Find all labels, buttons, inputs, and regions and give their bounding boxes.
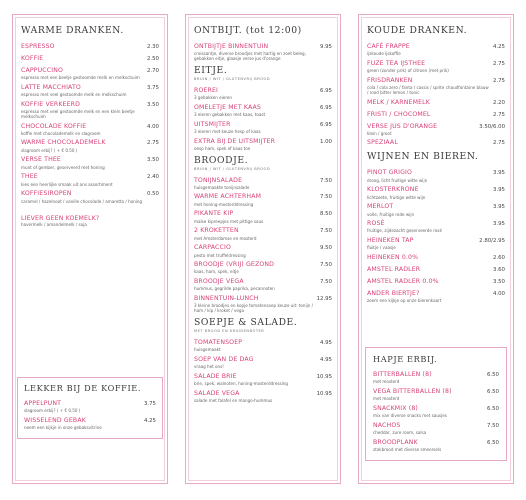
item-price: 6.95 — [319, 87, 332, 94]
menu-item — [367, 77, 505, 95]
item-name: TONIJNSALADE — [194, 176, 243, 184]
menu-item — [21, 43, 159, 51]
item-price: 3.75 — [146, 84, 159, 91]
item-desc: droog, licht fruitige witte wijn — [367, 177, 428, 183]
item-desc: mix van diverse snacks met sausjes — [373, 413, 447, 419]
item-name: BITTERBALLEN (8) — [373, 371, 432, 378]
item-desc: 3 eieren gebakken met kaas, toast — [194, 112, 266, 118]
item-price: 3.95 — [492, 221, 505, 228]
item-price: 8.50 — [319, 211, 332, 218]
item-price: 7.50 — [319, 228, 332, 235]
section-title: EITJE. — [194, 64, 228, 76]
item-name: MERLOT — [367, 203, 394, 211]
menu-item — [194, 390, 332, 403]
item-name: SOEP VAN DE DAG — [194, 355, 254, 363]
menu-item — [194, 210, 332, 223]
menu-item — [367, 43, 505, 56]
item-name: AMSTEL RADLER — [367, 265, 421, 273]
menu-item — [367, 220, 505, 233]
section-title: BROODJE. — [194, 154, 249, 166]
item-desc: espresso met veel gestoomde melk en melkschuim — [21, 92, 127, 98]
item-price: 12.95 — [316, 295, 332, 302]
item-name: ROSÉ — [367, 220, 385, 228]
item-price: 9.95 — [319, 44, 332, 50]
item-name: ESPRESSO — [21, 43, 55, 50]
menu-item — [373, 439, 499, 452]
item-desc: slagroom erbij? ( + € 0.50 ) — [21, 147, 78, 153]
item-price: 7.50 — [319, 278, 332, 285]
item-price: 6.50 — [486, 405, 499, 412]
menu-item — [373, 388, 499, 401]
item-desc: kies een heerlijke smaak uit ons assortiment — [21, 181, 113, 187]
item-price: 10.95 — [316, 373, 332, 380]
item-desc: brie, spek, walnoten, honing-mosterddressing — [194, 381, 288, 386]
item-price: 2.60 — [492, 254, 505, 261]
item-name: SNACKMIX (8) — [373, 404, 418, 412]
item-name: SPEZIAAL — [367, 139, 398, 147]
section-title: ONTBIJT. (tot 12:00) — [194, 25, 302, 36]
item-price: 7.50 — [319, 262, 332, 269]
menu-item — [367, 139, 505, 147]
menu-item — [194, 193, 332, 206]
item-price: 6.50 — [486, 388, 499, 395]
item-price: 0.50 — [146, 191, 159, 198]
item-name: HEINEKEN 0.0% — [367, 253, 419, 261]
menu-item — [21, 190, 159, 203]
item-desc: hummus, gegrilde paprika, pecannoten — [194, 286, 275, 292]
item-name: ANDER BIERTJE? — [367, 289, 420, 297]
item-desc: cheddar, zure room, salsa — [373, 430, 427, 436]
item-price: 2.50 — [146, 55, 159, 62]
menu-item — [367, 169, 505, 182]
item-price: 3.75 — [143, 401, 156, 407]
item-name: BROODJE VEGA — [194, 277, 244, 285]
item-name: KOFFIE VERKEERD — [21, 100, 81, 108]
menu-item — [21, 84, 159, 97]
item-name: LIEVER GEEN KOEMELK? — [21, 215, 100, 223]
item-price: 3.50/6.00 — [479, 123, 505, 130]
item-price: 6.50 — [486, 372, 499, 378]
item-name: FUZE TEA IJSTHEE — [367, 59, 426, 67]
menu-item — [194, 87, 332, 100]
section-title: WIJNEN EN BIEREN. — [367, 151, 479, 163]
menu-item — [194, 261, 332, 274]
menu-item — [367, 60, 505, 73]
item-name: KLOSTERKRONE — [367, 186, 419, 194]
item-name: EXTRA BIJ DE UITSMIJTER — [194, 137, 276, 145]
item-price: 4.25 — [143, 417, 156, 424]
menu-item — [194, 295, 332, 313]
menu-item — [194, 373, 332, 386]
item-name: VEGA BITTERBALLEN (8) — [373, 387, 452, 395]
item-desc: klein / groot — [367, 130, 392, 136]
menu-item — [367, 111, 505, 119]
menu-item — [367, 203, 505, 216]
menu-item — [21, 156, 159, 169]
section-subtitle: MET BROOD EN KRUIDENBOTER — [194, 328, 265, 333]
menu-item — [21, 101, 159, 119]
menu-item — [21, 67, 159, 80]
item-desc: koffie met chocolademelk en slagroom — [21, 130, 101, 136]
item-name: BINNENTUIN-LUNCH — [194, 294, 259, 302]
section-title: KOUDE DRANKEN. — [367, 25, 468, 36]
item-price: 4.00 — [146, 123, 159, 130]
snacks-box — [365, 347, 507, 461]
item-name: VERSE JUS D'ORANGE — [367, 122, 438, 130]
menu-item — [194, 177, 332, 190]
item-price: 2.80/2.95 — [479, 237, 505, 244]
item-name: FRISTI / CHOCOMEL — [367, 110, 431, 118]
item-desc: huisgemaakt — [194, 347, 221, 353]
item-name: KOFFIESIROPEN — [21, 190, 72, 198]
menu-item — [24, 400, 156, 413]
menu-item — [21, 173, 159, 186]
item-name: CARPACCIO — [194, 244, 231, 252]
item-name: WARME CHOCOLADEMELK — [21, 139, 106, 147]
item-desc: met mosterd — [373, 396, 400, 402]
item-desc: kaas, ham, spek, eitje — [194, 269, 239, 275]
item-price: 4.00 — [492, 290, 505, 297]
cold-drinks-panel — [358, 14, 514, 484]
item-desc: volle, fruitige rode wijn — [367, 211, 415, 217]
item-name: WARME ACHTERHAM — [194, 193, 262, 201]
menu-item — [367, 99, 505, 107]
item-name: CAFÉ FRAPPE — [367, 43, 410, 50]
item-desc: met mosterd — [373, 379, 400, 385]
item-price: 3.50 — [146, 101, 159, 108]
item-name: APPELPUNT — [24, 400, 62, 407]
item-price: 7.50 — [486, 422, 499, 429]
menu-item — [194, 43, 332, 61]
item-name: ROEREI — [194, 86, 219, 94]
item-desc: havermelk / amandelmelk / soja — [21, 222, 87, 228]
menu-item — [194, 121, 332, 134]
menu-item — [194, 244, 332, 257]
item-price: 7.50 — [319, 194, 332, 201]
item-desc: huisgemaakte tonijnsalade — [194, 184, 250, 190]
item-price: 3.95 — [492, 170, 505, 177]
menu-item — [194, 339, 332, 352]
breakfast-panel — [185, 14, 341, 484]
warm-drinks-panel — [12, 14, 168, 484]
item-price: 4.95 — [319, 356, 332, 363]
item-name: PINOT GRIGIO — [367, 169, 413, 177]
item-price: 2.70 — [146, 67, 159, 74]
menu-item — [367, 237, 505, 250]
item-desc: met honing-mosterddressing — [194, 201, 254, 207]
menu-item — [367, 254, 505, 262]
item-name: ONTBIJTJE BINNENTUIN — [194, 43, 269, 50]
item-price: 6.95 — [319, 104, 332, 111]
item-price: 6.50 — [486, 439, 499, 446]
item-desc: stokbrood met diverse smeersels — [373, 447, 442, 453]
menu-item — [194, 227, 332, 240]
item-desc: green (zonder prik) of citroen (met prik) — [367, 68, 449, 74]
item-name: NACHOS — [373, 421, 401, 429]
item-desc: pesto met truffeldressing — [194, 252, 246, 258]
item-desc: salade met falafel en mango-hummus — [194, 397, 273, 403]
item-desc: croissantje, diverse broodjes met hartig en zoet beleg, gebakken eitje, glaasje verse jus d'orange — [194, 51, 306, 62]
menu-item — [373, 422, 499, 435]
item-desc: malse kipreepjes met pittige saus — [194, 218, 264, 224]
milk-note — [21, 215, 159, 227]
item-desc: lichtzoete, fruitige witte wijn — [367, 194, 426, 200]
item-name: SALADE VEGA — [194, 389, 240, 397]
item-price: 3.60 — [492, 266, 505, 273]
item-price: 2.20 — [492, 99, 505, 106]
item-price: 2.75 — [492, 77, 505, 84]
item-price: 1.00 — [319, 138, 332, 145]
menu-item — [373, 405, 499, 418]
item-price: 3.50 — [492, 278, 505, 285]
item-name: KOFFIE — [21, 54, 44, 62]
item-desc: slagroom erbij? ( + € 0.50 ) — [24, 408, 81, 414]
item-desc: ijskoude ijskoffie — [367, 51, 401, 57]
item-name: BROODJE (VRIJ) GEZOND — [194, 261, 275, 269]
item-name: BROODPLANK — [373, 438, 418, 446]
item-price: 10.95 — [316, 390, 332, 397]
menu-item — [367, 278, 505, 286]
item-name: CHOCOLADE KOFFIE — [21, 122, 87, 130]
menu-item — [367, 266, 505, 274]
item-desc: met Amsterdamse en mosterd — [194, 235, 257, 241]
section-title: LEKKER BIJ DE KOFFIE. — [24, 383, 142, 393]
item-price: 3.95 — [492, 187, 505, 194]
item-name: TOMATENSOEP — [194, 338, 243, 346]
item-price: 4.25 — [492, 44, 505, 50]
item-desc: 3 eieren met keuze hesp of kaas — [194, 129, 261, 135]
item-name: LATTE MACCHIATO — [21, 83, 81, 91]
item-desc: caramel / hazelnoot / vanille chocolade / amaretto / honing — [21, 198, 143, 204]
menu-item — [367, 290, 505, 303]
menu-item — [21, 55, 159, 63]
item-price: 2.75 — [492, 140, 505, 147]
item-name: PIKANTE KIP — [194, 210, 234, 218]
menu-item — [24, 417, 156, 430]
item-name: SALADE BRIE — [194, 372, 237, 380]
section-title: HAPJE ERBIJ. — [373, 354, 438, 364]
menu-item — [194, 278, 332, 291]
item-name: VERSE THEE — [21, 156, 61, 164]
menu-item — [21, 123, 159, 136]
item-price: 7.50 — [319, 177, 332, 184]
menu-item — [373, 371, 499, 384]
item-price: 4.95 — [319, 339, 332, 346]
item-desc: oesp ham, spek of kaas ton — [194, 146, 251, 152]
item-price: 3.95 — [492, 204, 505, 211]
item-desc: neem een kijkje in onze gebaksvitrine — [24, 425, 102, 431]
item-name: CAPPUCCINO — [21, 66, 64, 74]
item-name: AMSTEL RADLER 0.0% — [367, 277, 439, 285]
item-name: 2 KROKETTEN — [194, 227, 239, 235]
item-desc: zoem een kijkje op onze bierenkaart — [367, 298, 442, 303]
section-subtitle: BRUIN / WIT / GLUTENVRIJ BROOD — [194, 166, 271, 171]
item-desc: fruitige, zijdezacht geserveerde rosé — [367, 228, 442, 234]
coffee-extras-box — [17, 377, 163, 439]
menu-item — [367, 123, 505, 136]
section-title: WARME DRANKEN. — [21, 25, 124, 36]
item-price: 2.75 — [492, 111, 505, 118]
item-name: MELK / KARNEMELK — [367, 98, 430, 106]
item-name: HEINEKEN TAP — [367, 236, 414, 244]
item-desc: espresso met een beetje gestoomde melk en melkschuim — [21, 75, 140, 81]
item-name: THEE — [21, 173, 38, 181]
item-desc: 3 gebakken eieren — [194, 95, 233, 101]
item-price: 3.50 — [146, 157, 159, 164]
section-title: SOEPJE & SALADE. — [194, 316, 298, 328]
section-subtitle: BRUIN / WIT / GLUTENVRIJ BROOD — [194, 76, 271, 81]
menu-item — [21, 139, 159, 152]
item-name: WISSELEND GEBAK — [24, 416, 86, 424]
item-name: UITSMIJTER — [194, 120, 231, 128]
item-price: 9.50 — [319, 245, 332, 252]
item-name: OMELETJE MET KAAS — [194, 103, 262, 111]
menu-item — [367, 186, 505, 199]
item-desc: vraag het ons! — [194, 364, 224, 370]
item-desc: fluitje / vaasje — [367, 245, 396, 251]
menu-item — [194, 138, 332, 151]
item-desc: munt of gember, geserveerd met honing — [21, 164, 105, 170]
item-price: 6.95 — [319, 121, 332, 128]
item-desc: espresso met veel gestoomde melk en een klein beetje melkschuim — [21, 109, 135, 120]
menu-item — [194, 104, 332, 117]
item-price: 2.75 — [146, 140, 159, 147]
item-price: 2.30 — [146, 44, 159, 50]
item-desc: 3 kleine broodjes en kopje tomatensoep keuze uit: tonijn / ham / kip / kroket / vega — [194, 303, 314, 314]
item-price: 2.75 — [492, 60, 505, 67]
item-desc: cola / cola zero / fanta / cassis / sprite chaudfontaine blauw / rood bitter lemon / tonic — [367, 85, 489, 96]
item-price: 2.40 — [146, 174, 159, 181]
item-name: FRISDRANKEN — [367, 76, 413, 84]
menu-item — [194, 356, 332, 369]
